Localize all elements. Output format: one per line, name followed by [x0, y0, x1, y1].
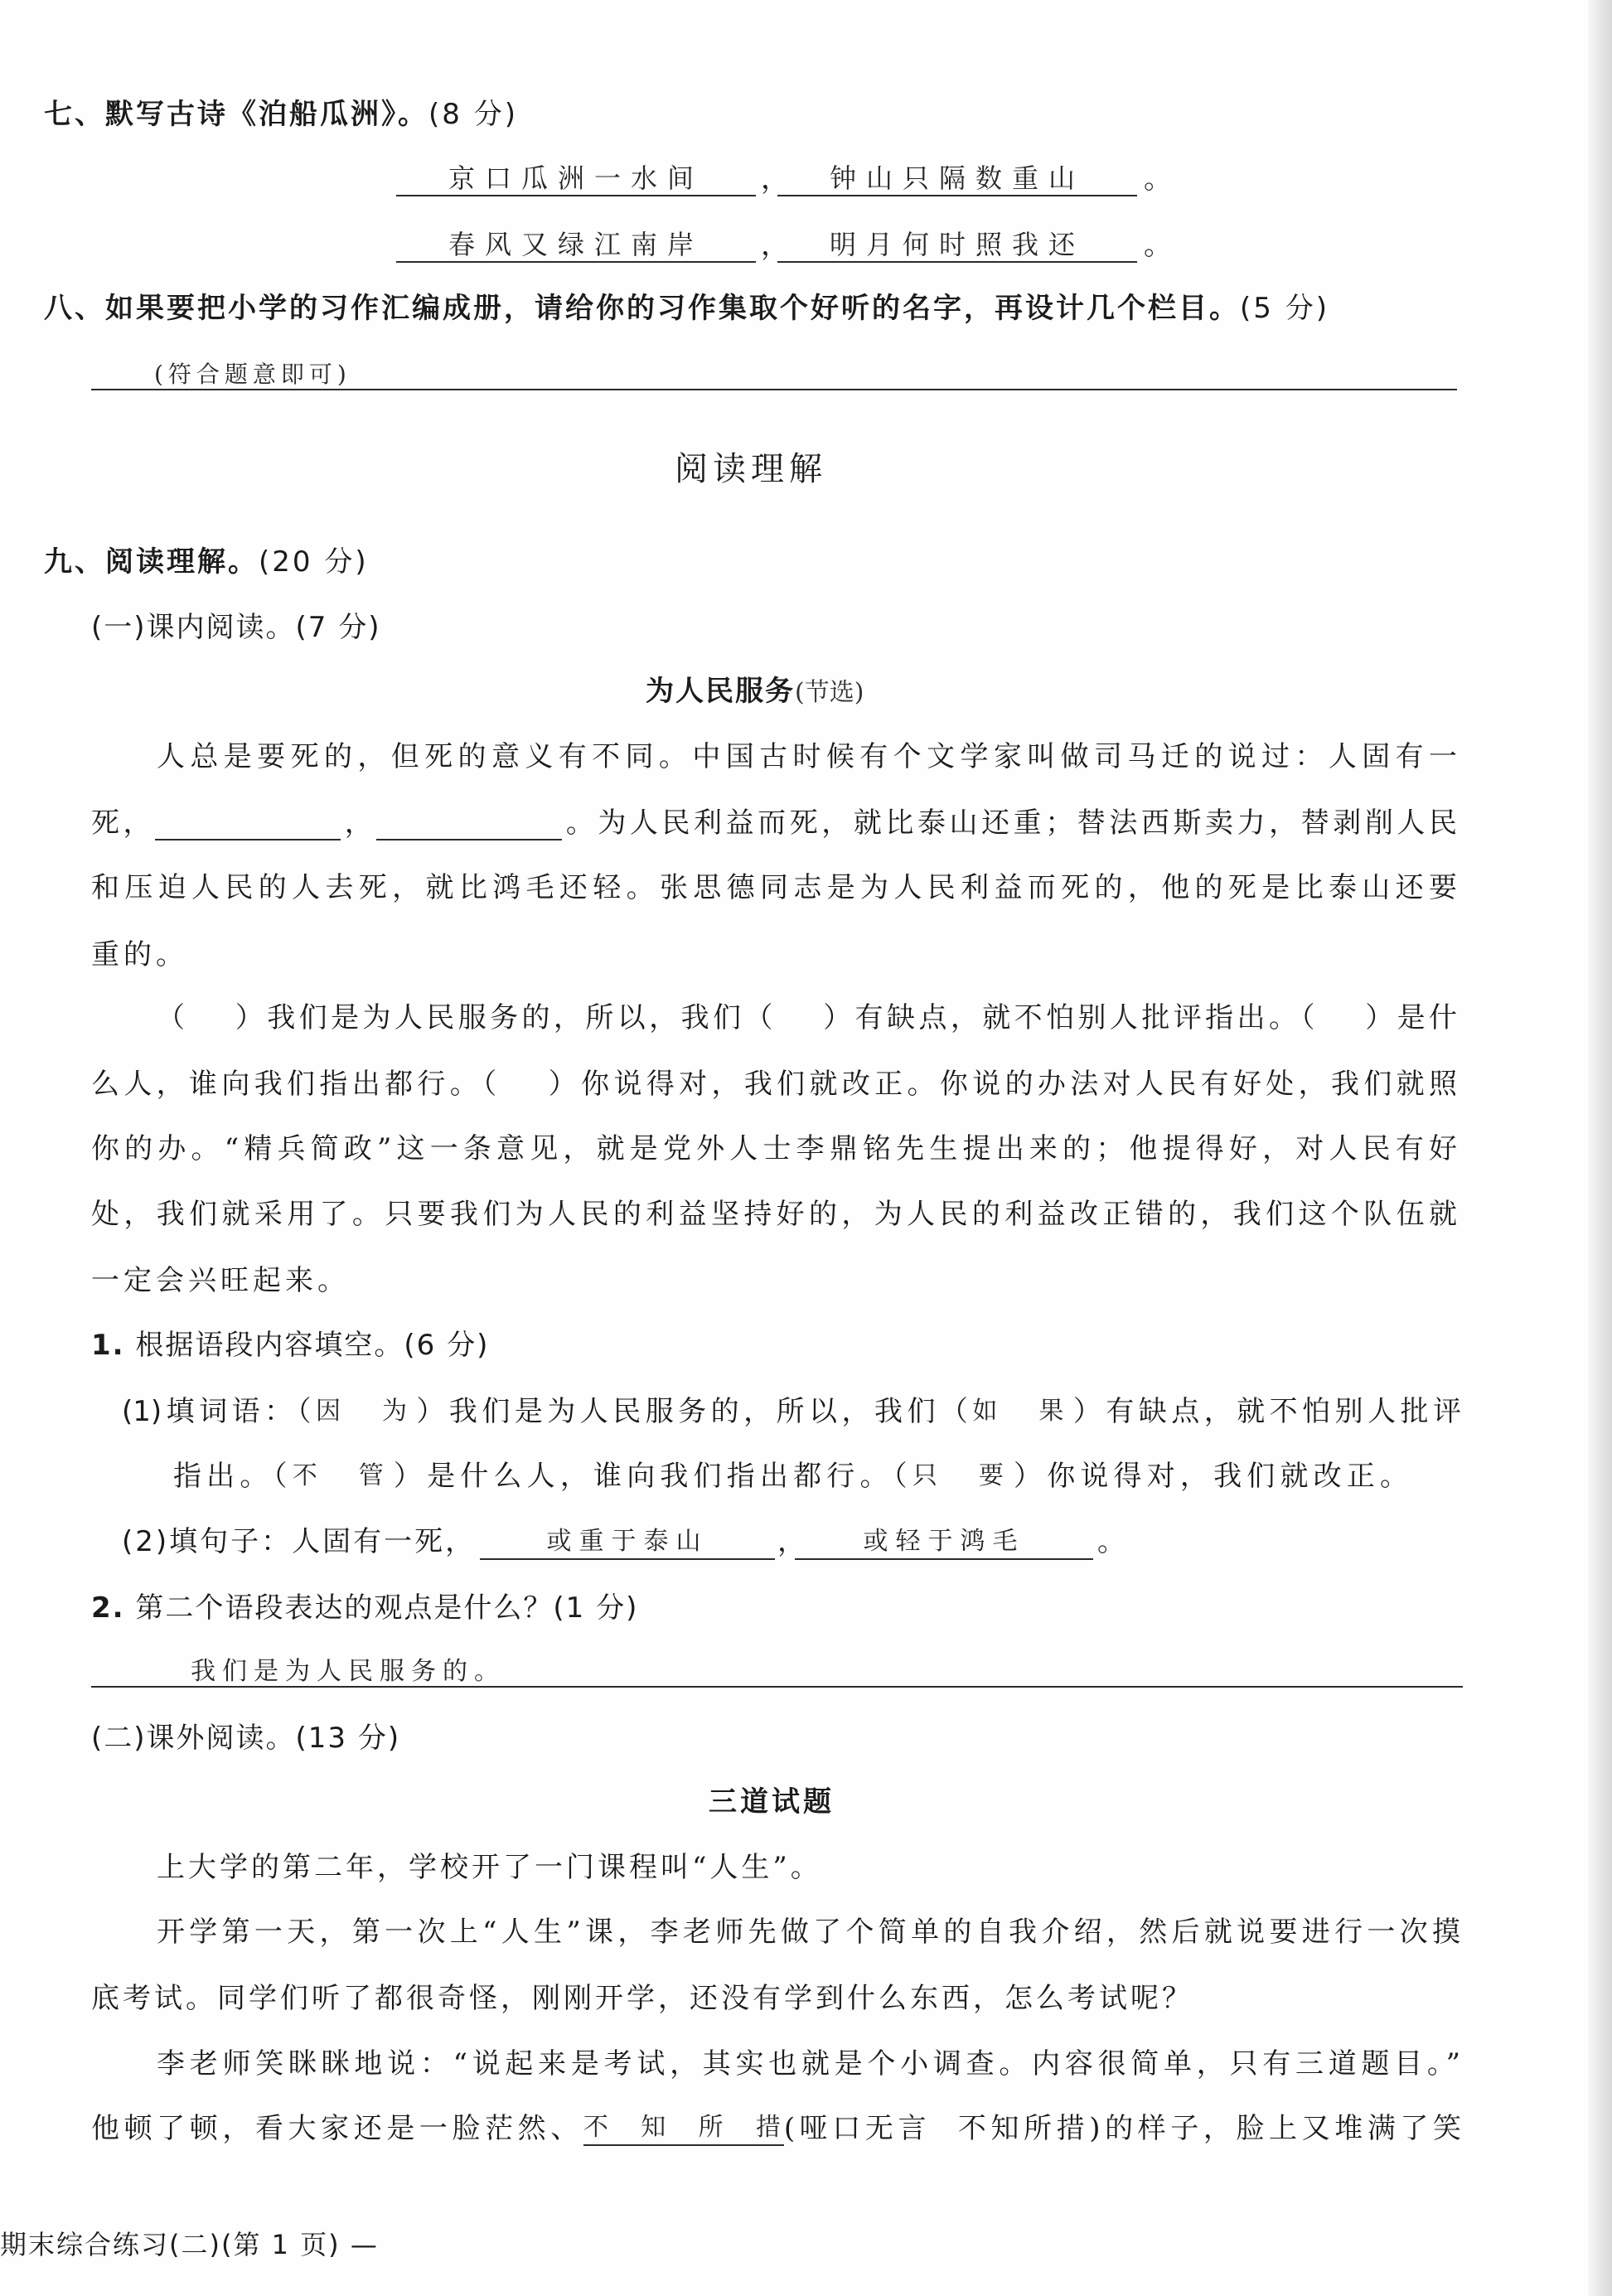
- sub-question-1-item-2-answer-2: 或轻于鸿毛: [795, 1521, 1093, 1560]
- passage-2-line-2: 开学第一天，第一次上“人生”课，李老师先做了个简单的自我介绍，然后就说要进行一次摸: [157, 1916, 1460, 1949]
- in-class-reading-label: (一)课内阅读。(7 分): [91, 611, 381, 644]
- fill-blank: [376, 802, 562, 840]
- passage-1-para-2-line-5: 一定会兴旺起来。: [91, 1264, 350, 1297]
- sub-question-1-item-2-prefix: (2)填句子：人固有一死，: [122, 1525, 477, 1558]
- text-segment: 。为人民利益而死，就比泰山还重；替法西斯卖力，替剥削人民: [562, 807, 1457, 840]
- text-segment: ）我们是为人民服务的，所以，我们（: [411, 1395, 973, 1428]
- answer-handwritten: 如果: [972, 1397, 1069, 1426]
- poem-line-2-first-answer: 春风又绿江南岸: [396, 225, 756, 263]
- sub-question-1-item-2-period: 。: [1097, 1525, 1125, 1558]
- passage-2-line-3: 底考试。同学们听了都很奇怪，刚刚开学，还没有学到什么东西，怎么考试呢？: [91, 1982, 1193, 2015]
- fill-blank: [155, 802, 341, 840]
- question-9-score: (20 分): [259, 545, 369, 579]
- question-7: [44, 94, 518, 135]
- question-7-score: (8 分): [428, 98, 518, 131]
- passage-1-para-1-line-1: 人总是要死的，但死的意义有不同。中国古时候有个文学家叫做司马迁的说过：人固有一: [157, 740, 1457, 773]
- poem-line-2-comma: ，: [761, 229, 789, 262]
- text-segment: ）有缺点，就不怕别人批评指出。（: [819, 1001, 1319, 1034]
- question-8: [44, 288, 1329, 329]
- poem-line-1-comma: ，: [761, 162, 789, 196]
- text-segment: ）有缺点，就不怕别人批评: [1068, 1395, 1461, 1428]
- text-segment: ）我们是为人民服务的，所以，我们（: [231, 1001, 777, 1034]
- text-segment: ）是什么人，谁向我们指出都行。（: [388, 1460, 912, 1493]
- page-footer: 期末综合练习(二)(第 1 页) —: [0, 2229, 379, 2260]
- passage-1-para-2-line-2: [91, 1063, 1457, 1105]
- text-segment: ）你说得对，我们就改正。你说的办法对人民有好处，我们就照: [544, 1068, 1457, 1101]
- sub-question-1-item-2-answer-1: 或重于泰山: [480, 1521, 775, 1560]
- passage-2-line-1: 上大学的第二年，学校开了一门课程叫“人生”。: [157, 1851, 822, 1884]
- question-8-title: 八、如果要把小学的习作汇编成册，请给你的习作集取个好听的名字，再设计几个栏目。: [44, 292, 1240, 325]
- answer-handwritten: 只要: [912, 1461, 1009, 1490]
- passage-2-line-4: 李老师笑眯眯地说：“说起来是考试，其实也就是个小调查。内容很简单，只有三道题目。”: [157, 2047, 1460, 2080]
- question-8-score: (5 分): [1240, 292, 1329, 325]
- text-segment: （: [157, 1001, 189, 1034]
- passage-2-line-5: [91, 2108, 1461, 2149]
- paren-blank: [501, 1063, 544, 1100]
- text-segment: 的样子，脸上又堆满了笑: [1100, 2112, 1461, 2145]
- passage-1-para-1-line-3: 和压迫人民的人去死，就比鸿毛还轻。张思德同志是为人民利益而死的，他的死是比泰山还要: [91, 871, 1457, 904]
- sub-question-2: [91, 1587, 638, 1629]
- passage-1-para-1-line-4: 重的。: [91, 938, 188, 971]
- sub-question-1-text: 根据语段内容填空。(6 分): [124, 1329, 490, 1362]
- part-heading: 阅读理解: [675, 450, 827, 488]
- sub-question-1-item-1-line-2: [173, 1456, 1408, 1497]
- text-segment: 指出。（: [173, 1460, 293, 1493]
- sub-question-2-text: 第二个语段表达的观点是什么？(1 分): [124, 1591, 639, 1625]
- poem-line-1-first-answer: 京口瓜洲一水间: [396, 158, 756, 196]
- poem-line-2-second-answer: 明月何时照我还: [777, 225, 1137, 263]
- paren-blank: [188, 997, 231, 1034]
- word-choice-answer: 不知所措: [583, 2108, 784, 2146]
- page-edge-shadow: [1588, 0, 1612, 2296]
- paren-blank: [1319, 997, 1362, 1034]
- passage-1-title: [646, 671, 864, 712]
- sub-question-1-number: 1.: [91, 1329, 125, 1362]
- text-segment: ，: [341, 807, 377, 840]
- poem-line-1-period: 。: [1144, 162, 1172, 196]
- passage-1-para-2-line-1: [157, 997, 1457, 1039]
- sub-question-2-answer-line: 我们是为人民服务的。: [91, 1652, 1463, 1688]
- passage-1-title-note: (节选): [795, 678, 864, 707]
- passage-1-para-1-line-2: [91, 802, 1457, 844]
- text-segment: 么人，谁向我们指出都行。（: [91, 1068, 501, 1101]
- question-7-title: 七、默写古诗《泊船瓜洲》。: [44, 98, 428, 131]
- extra-reading-label: (二)课外阅读。(13 分): [91, 1722, 401, 1755]
- sub-question-1-item-1-line-1: [122, 1391, 1461, 1432]
- passage-1-para-2-line-4: 处，我们就采用了。只要我们为人民的利益坚持好的，为人民的利益改正错的，我们这个队伍就: [91, 1198, 1457, 1231]
- paren-blank: [777, 997, 820, 1034]
- poem-line-2-period: 。: [1144, 229, 1172, 262]
- text-segment: ）你说得对，我们就改正。: [1008, 1460, 1408, 1493]
- question-9-title: 九、阅读理解。: [44, 545, 259, 579]
- question-8-answer-line: (符合题意即可): [91, 354, 1457, 390]
- passage-2-title: 三道试题: [709, 1785, 835, 1819]
- text-segment: 他顿了顿，看大家还是一脸茫然、: [91, 2112, 583, 2145]
- passage-1-title-text: 为人民服务: [646, 675, 795, 708]
- text-segment: (1)填词语：（: [122, 1395, 316, 1428]
- text-segment: ）是什: [1361, 1001, 1457, 1034]
- passage-1-para-2-line-3: 你的办。“精兵简政”这一条意见，就是党外人士李鼎铭先生提出来的；他提得好，对人民有好: [91, 1132, 1457, 1165]
- sub-question-2-number: 2.: [91, 1591, 125, 1625]
- sub-question-1: [91, 1325, 489, 1366]
- answer-handwritten: 不管: [292, 1461, 389, 1490]
- word-choice-options: (哑口无言 不知所措): [783, 2112, 1101, 2145]
- question-9: [44, 541, 369, 583]
- poem-line-1-second-answer: 钟山只隔数重山: [777, 158, 1137, 196]
- sub-question-1-item-2-comma: ，: [777, 1525, 806, 1558]
- text-segment: 死，: [91, 807, 156, 840]
- answer-handwritten: 因为: [315, 1397, 412, 1426]
